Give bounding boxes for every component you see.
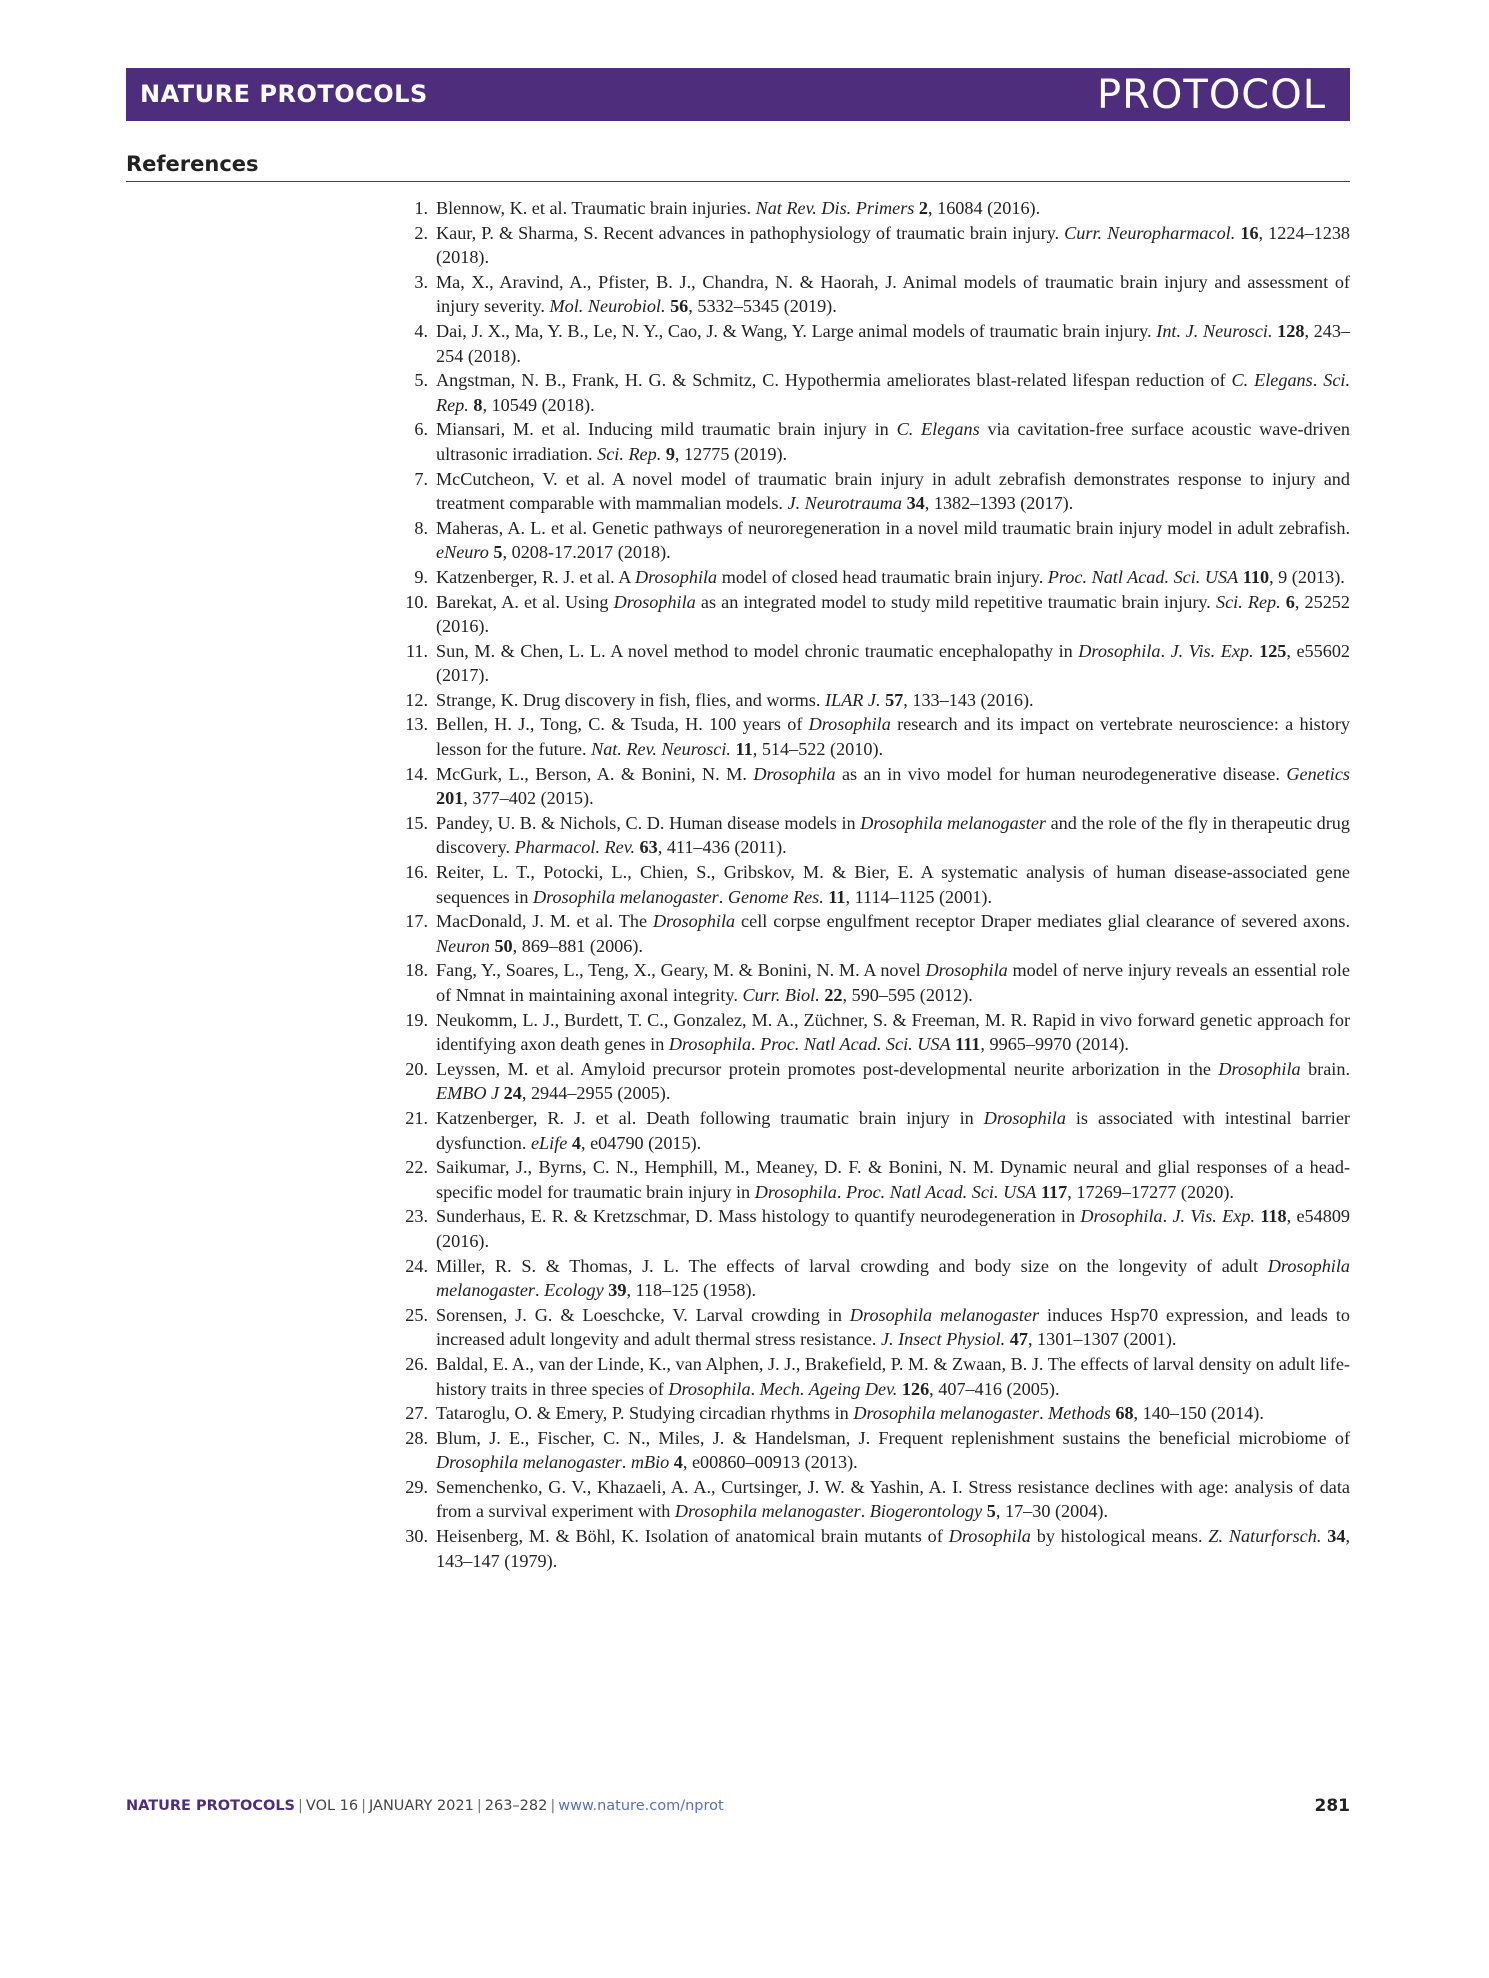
reference-number: 9. <box>414 566 428 587</box>
reference-number: 10. <box>405 591 428 612</box>
reference-text: , 514–522 (2010). <box>752 739 884 760</box>
references-divider <box>126 181 1350 182</box>
reference-volume: 34 <box>906 493 925 514</box>
reference-text: , 1382–1393 (2017). <box>924 493 1074 514</box>
reference-italic-text: Drosophila melanogaster <box>853 1403 1040 1424</box>
reference-text: Tataroglu, O. & Emery, P. Studying circadian rhythms in <box>436 1403 854 1424</box>
reference-item <box>392 590 1350 639</box>
reference-text: Sun, M. & Chen, L. L. A novel method to model chronic traumatic encephalopathy in <box>436 640 1079 661</box>
reference-text: model of nerve injury reveals an essential role of Nmnat in maintaining axonal integrity. <box>436 960 1351 1005</box>
reference-italic-text: Drosophila <box>983 1107 1066 1128</box>
reference-number: 20. <box>405 1058 428 1079</box>
reference-text: , 25252 (2016). <box>436 591 1350 637</box>
reference-item <box>392 1303 1350 1352</box>
reference-text: Miller, R. S. & Thomas, J. L. The effects of larval crowding and body size on the longevity of adult <box>436 1255 1268 1276</box>
reference-text: , 10549 (2018). <box>482 394 595 415</box>
reference-number: 18. <box>405 960 428 981</box>
reference-number: 16. <box>405 862 428 883</box>
reference-italic-text: J. Insect Physiol. <box>880 1329 1006 1350</box>
reference-italic-text: EMBO J <box>436 1083 500 1104</box>
reference-italic-text: Drosophila melanogaster <box>849 1304 1040 1325</box>
reference-italic-text: Int. J. Neurosci. <box>1156 320 1273 341</box>
reference-volume: 39 <box>608 1280 627 1301</box>
reference-text: Barekat, A. et al. Using <box>436 591 614 612</box>
reference-text: , 2944–2955 (2005). <box>521 1083 671 1104</box>
reference-text: , 16084 (2016). <box>928 198 1041 218</box>
reference-volume: 111 <box>955 1034 981 1055</box>
footer-journal: NATURE PROTOCOLS <box>126 1798 296 1814</box>
reference-text: Reiter, L. T., Potocki, L., Chien, S., Gribskov, M. & Bier, E. A systematic analysis of human disease-associated gene sequences in <box>436 862 1350 907</box>
reference-italic-text: Drosophila melanogaster <box>436 1255 1350 1301</box>
reference-number: 13. <box>405 714 428 735</box>
reference-text: as an integrated model to study mild repetitive traumatic brain injury. <box>695 591 1216 612</box>
reference-text: , e54809 (2016). <box>436 1206 1351 1251</box>
reference-text: as an in vivo model for human neurodegenerative disease. <box>835 763 1287 784</box>
reference-text: . <box>750 1378 760 1399</box>
reference-italic-text: Proc. Natl Acad. Sci. USA <box>845 1181 1037 1202</box>
reference-text: . <box>836 1181 846 1202</box>
reference-italic-text: Nat. Rev. Neurosci. <box>591 739 731 760</box>
reference-text: brain. <box>1300 1058 1350 1079</box>
reference-volume: 50 <box>494 935 513 956</box>
reference-text: Baldal, E. A., van der Linde, K., van Alphen, J. J., Brakefield, P. M. & Zwaan, B. J. The effects of larval density on adult life-history traits in three species of <box>436 1353 1350 1399</box>
reference-number: 4. <box>414 320 428 341</box>
reference-volume: 11 <box>735 739 753 760</box>
reference-italic-text: C. Elegans <box>1231 370 1313 391</box>
reference-number: 25. <box>405 1304 428 1325</box>
reference-volume: 57 <box>885 689 904 710</box>
reference-text: . <box>860 1501 870 1522</box>
reference-text: . <box>718 886 728 907</box>
reference-item <box>392 196 1350 221</box>
reference-text: . <box>1039 1403 1049 1424</box>
reference-text: Sorensen, J. G. & Loeschcke, V. Larval crowding in <box>436 1304 850 1325</box>
reference-text: , 0208-17.2017 (2018). <box>502 542 671 563</box>
reference-item <box>392 1254 1350 1303</box>
reference-text: , 407–416 (2005). <box>929 1378 1060 1399</box>
reference-italic-text: Drosophila melanogaster <box>436 1452 622 1473</box>
reference-number: 11. <box>405 640 428 661</box>
reference-item <box>392 1057 1350 1106</box>
reference-item <box>392 368 1350 417</box>
reference-text: by histological means. <box>1030 1526 1209 1547</box>
reference-italic-text: Proc. Natl Acad. Sci. USA <box>1047 566 1239 587</box>
reference-text: , 118–125 (1958). <box>626 1280 757 1301</box>
reference-italic-text: Biogerontology <box>869 1501 983 1522</box>
reference-number: 7. <box>414 468 428 489</box>
journal-name: NATURE PROTOCOLS <box>140 80 428 108</box>
reference-volume: 16 <box>1240 222 1259 243</box>
reference-number: 6. <box>414 419 428 440</box>
reference-italic-text: Genetics <box>1286 763 1351 784</box>
reference-item <box>392 1155 1350 1204</box>
reference-italic-text: J. Neurotrauma <box>787 493 903 514</box>
reference-item <box>392 516 1350 565</box>
footer-separator: | <box>298 1798 303 1814</box>
reference-text: , 9 (2013). <box>1269 566 1345 587</box>
reference-italic-text: Nat Rev. Dis. Primers <box>755 198 915 218</box>
article-type: PROTOCOL <box>1096 72 1326 118</box>
reference-volume: 201 <box>436 788 464 809</box>
reference-number: 21. <box>405 1107 428 1128</box>
reference-volume: 56 <box>670 296 689 317</box>
reference-number: 24. <box>405 1255 428 1276</box>
reference-item <box>392 1426 1350 1475</box>
reference-italic-text: J. Vis. Exp. <box>1172 1206 1255 1227</box>
reference-volume: 8 <box>473 394 483 415</box>
reference-italic-text: Drosophila melanogaster <box>860 812 1047 833</box>
reference-italic-text: Drosophila <box>1080 1206 1163 1227</box>
reference-volume: 4 <box>571 1132 581 1153</box>
reference-text: , 17269–17277 (2020). <box>1067 1181 1234 1202</box>
reference-italic-text: Drosophila <box>754 1181 837 1202</box>
reference-text: induces Hsp70 expression, and leads to increased adult longevity and adult thermal stress resistance. <box>436 1304 1350 1350</box>
reference-text: , 9965–9970 (2014). <box>980 1034 1129 1055</box>
reference-italic-text: Drosophila melanogaster <box>532 886 719 907</box>
reference-italic-text: Drosophila melanogaster <box>674 1501 861 1522</box>
reference-volume: 128 <box>1277 320 1305 341</box>
reference-text: , 243–254 (2018). <box>436 320 1351 366</box>
reference-text: , 133–143 (2016). <box>903 689 1034 710</box>
reference-text: Leyssen, M. et al. Amyloid precursor protein promotes post-developmental neurite arborization in the <box>436 1058 1219 1079</box>
reference-text: Bellen, H. J., Tong, C. & Tsuda, H. 100 years of <box>436 714 809 735</box>
reference-text: , e04790 (2015). <box>581 1132 702 1153</box>
reference-text: . <box>621 1452 631 1473</box>
reference-text: Maheras, A. L. et al. Genetic pathways of neuroregeneration in a novel mild traumatic brain injury model in adult zebrafish. <box>436 517 1350 538</box>
reference-volume: 9 <box>665 443 675 464</box>
reference-item <box>392 712 1350 761</box>
reference-number: 8. <box>414 517 428 538</box>
reference-number: 1. <box>414 198 428 218</box>
reference-text: cell corpse engulfment receptor Draper mediates glial clearance of severed axons. <box>735 911 1350 932</box>
reference-volume: 63 <box>639 837 658 858</box>
reference-italic-text: Z. Naturforsch. <box>1208 1526 1322 1547</box>
reference-item <box>392 1475 1350 1524</box>
reference-number: 17. <box>405 911 428 932</box>
reference-item <box>392 565 1350 590</box>
reference-number: 12. <box>405 689 428 710</box>
reference-volume: 5 <box>493 542 503 563</box>
reference-text: Sunderhaus, E. R. & Kretzschmar, D. Mass histology to quantify neurodegeneration in <box>436 1206 1081 1227</box>
reference-italic-text: ILAR J. <box>824 689 881 710</box>
reference-italic-text: Drosophila <box>808 714 891 735</box>
footer-separator: | <box>361 1798 367 1814</box>
footer-separator: | <box>476 1798 482 1814</box>
footer-url-link[interactable]: www.nature.com/nprot <box>558 1798 724 1814</box>
reference-text: Pandey, U. B. & Nichols, C. D. Human disease models in <box>436 812 861 833</box>
reference-italic-text: Drosophila <box>753 763 836 784</box>
reference-italic-text: Curr. Neuropharmacol. <box>1064 222 1236 243</box>
reference-volume: 22 <box>824 985 843 1005</box>
reference-volume: 2 <box>918 198 929 218</box>
reference-text: Fang, Y., Soares, L., Teng, X., Geary, M. & Bonini, N. M. A novel <box>436 960 926 981</box>
reference-text: , 411–436 (2011). <box>657 837 787 858</box>
reference-text: , e00860–00913 (2013). <box>682 1452 858 1473</box>
reference-number: 5. <box>414 370 428 391</box>
reference-text: Blennow, K. et al. Traumatic brain injuries. <box>436 198 756 218</box>
reference-item <box>392 319 1350 368</box>
references-list <box>392 196 1350 1573</box>
reference-text: Katzenberger, R. J. et al. A <box>436 566 635 587</box>
reference-italic-text: Methods <box>1048 1403 1111 1424</box>
reference-number: 28. <box>405 1427 428 1448</box>
references-heading: References <box>126 152 259 176</box>
reference-italic-text: Sci. Rep. <box>1215 591 1281 612</box>
reference-text: is associated with intestinal barrier dysfunction. <box>436 1107 1350 1153</box>
reference-italic-text: J. Vis. Exp. <box>1170 640 1254 661</box>
reference-text: Dai, J. X., Ma, Y. B., Le, N. Y., Cao, J. & Wang, Y. Large animal models of traumatic brain injury. <box>436 320 1157 341</box>
reference-text: , e55602 (2017). <box>436 640 1351 686</box>
reference-italic-text: eLife <box>530 1132 568 1153</box>
reference-text: Blum, J. E., Fischer, C. N., Miles, J. & Handelsman, J. Frequent replenishment sustains the beneficial microbiome of <box>436 1427 1350 1448</box>
reference-volume: 126 <box>901 1378 930 1399</box>
reference-text: . <box>535 1280 545 1301</box>
reference-text: , 12775 (2019). <box>674 443 788 464</box>
footer-separator: | <box>550 1798 556 1814</box>
reference-number: 19. <box>405 1009 428 1030</box>
page-number: 281 <box>1314 1796 1350 1816</box>
reference-text: research and its impact on vertebrate neuroscience: a history lesson for the future. <box>436 714 1351 760</box>
reference-item <box>392 860 1350 909</box>
reference-italic-text: Drosophila <box>652 911 736 932</box>
reference-number: 29. <box>405 1476 428 1497</box>
reference-text: , 377–402 (2015). <box>463 788 594 809</box>
reference-italic-text: Neuron <box>436 935 490 956</box>
reference-text: , 1114–1125 (2001). <box>845 886 993 907</box>
reference-text: , 1224–1238 (2018). <box>436 222 1351 268</box>
reference-item <box>392 1008 1350 1057</box>
reference-italic-text: Genome Res. <box>727 886 824 907</box>
reference-italic-text: Drosophila <box>1218 1058 1301 1079</box>
reference-volume: 117 <box>1040 1181 1068 1202</box>
reference-italic-text: Sci. Rep. <box>597 443 662 464</box>
reference-text: . <box>1312 370 1324 391</box>
reference-text: Heisenberg, M. & Böhl, K. Isolation of anatomical brain mutants of <box>436 1526 949 1547</box>
reference-number: 15. <box>405 812 428 833</box>
reference-number: 14. <box>405 763 428 784</box>
reference-italic-text: C. Elegans <box>896 419 980 440</box>
reference-text: Saikumar, J., Byrns, C. N., Hemphill, M., Meaney, D. F. & Bonini, N. M. Dynamic neural and glial responses of a head-specific model for traumatic brain injury in <box>436 1157 1350 1202</box>
reference-volume: 47 <box>1009 1329 1028 1350</box>
reference-item <box>392 1106 1350 1155</box>
reference-volume: 24 <box>503 1083 522 1104</box>
reference-text: via cavitation-free surface acoustic wave-driven ultrasonic irradiation. <box>436 419 1350 464</box>
reference-italic-text: Drosophila <box>613 591 696 612</box>
reference-number: 3. <box>414 271 428 292</box>
reference-italic-text: eNeuro <box>436 542 489 563</box>
reference-text: , 869–881 (2006). <box>512 935 643 956</box>
reference-text: Semenchenko, G. V., Khazaeli, A. A., Curtsinger, J. W. & Yashin, A. I. Stress resistance declines with age: analysis of data from a survival experiment with <box>436 1476 1350 1522</box>
reference-item <box>392 909 1350 958</box>
reference-italic-text: Drosophila <box>634 566 718 587</box>
reference-number: 2. <box>414 222 428 243</box>
reference-item <box>392 1204 1350 1253</box>
reference-italic-text: Mech. Ageing Dev. <box>759 1378 898 1399</box>
reference-volume: 125 <box>1259 640 1287 661</box>
reference-item <box>392 639 1350 688</box>
reference-text: Miansari, M. et al. Inducing mild traumatic brain injury in <box>436 419 897 440</box>
reference-text: MacDonald, J. M. et al. The <box>436 911 653 932</box>
reference-number: 26. <box>405 1353 428 1374</box>
reference-italic-text: Drosophila <box>668 1378 751 1399</box>
reference-item <box>392 1352 1350 1401</box>
journal-header-banner <box>126 68 1350 121</box>
reference-text: Kaur, P. & Sharma, S. Recent advances in pathophysiology of traumatic brain injury. <box>436 222 1065 243</box>
reference-number: 22. <box>405 1157 428 1178</box>
reference-number: 30. <box>405 1526 428 1547</box>
reference-text: Katzenberger, R. J. et al. Death following traumatic brain injury in <box>436 1107 984 1128</box>
footer-pages: 263–282 <box>484 1798 548 1814</box>
reference-item <box>392 762 1350 811</box>
reference-text: Ma, X., Aravind, A., Pfister, B. J., Chandra, N. & Haorah, J. Animal models of traumatic brain injury and assessment of injury severity. <box>436 271 1350 317</box>
reference-text: . <box>1162 1206 1173 1227</box>
reference-text: McCutcheon, V. et al. A novel model of traumatic brain injury in adult zebrafish demonstrates response to injury and treatment comparable with mammalian models. <box>436 468 1350 514</box>
reference-volume: 118 <box>1260 1206 1287 1227</box>
reference-italic-text: Drosophila <box>668 1034 752 1055</box>
reference-volume: 11 <box>828 886 846 907</box>
reference-text: model of closed head traumatic brain injury. <box>717 566 1048 587</box>
reference-item <box>392 958 1350 1007</box>
reference-text: Strange, K. Drug discovery in fish, flies, and worms. <box>436 689 825 710</box>
reference-text: McGurk, L., Berson, A. & Bonini, N. M. <box>436 763 754 784</box>
reference-text: and the role of the fly in therapeutic drug discovery. <box>436 812 1350 858</box>
reference-volume: 68 <box>1115 1403 1134 1424</box>
reference-volume: 34 <box>1327 1526 1346 1547</box>
reference-item <box>392 467 1350 516</box>
reference-text: , 140–150 (2014). <box>1133 1403 1264 1424</box>
reference-italic-text: Pharmacol. Rev. <box>514 837 635 858</box>
reference-text: , 590–595 (2012). <box>842 985 973 1005</box>
reference-text: . <box>1160 640 1171 661</box>
reference-item <box>392 811 1350 860</box>
reference-volume: 6 <box>1285 591 1295 612</box>
reference-volume: 4 <box>673 1452 683 1473</box>
reference-italic-text: Drosophila <box>925 960 1008 981</box>
reference-item <box>392 1401 1350 1426</box>
reference-italic-text: Drosophila <box>1078 640 1161 661</box>
reference-number: 23. <box>405 1206 428 1227</box>
reference-text: , 5332–5345 (2019). <box>688 296 837 317</box>
reference-number: 27. <box>405 1403 428 1424</box>
reference-italic-text: mBio <box>630 1452 670 1473</box>
reference-text: , 17–30 (2004). <box>995 1501 1109 1522</box>
reference-volume: 5 <box>986 1501 996 1522</box>
footer-date: JANUARY 2021 <box>369 1798 474 1814</box>
reference-italic-text: Curr. Biol. <box>742 985 820 1005</box>
reference-italic-text: Sci. Rep. <box>436 370 1350 415</box>
reference-italic-text: Proc. Natl Acad. Sci. USA <box>760 1034 951 1055</box>
reference-text: , 143–147 (1979). <box>436 1526 1351 1571</box>
reference-item <box>392 1524 1350 1573</box>
reference-item <box>392 688 1350 713</box>
footer-volume: VOL 16 <box>305 1798 359 1814</box>
reference-italic-text: Mol. Neurobiol. <box>549 296 666 317</box>
reference-item <box>392 270 1350 319</box>
page-footer <box>126 1798 1350 1814</box>
reference-text: Neukomm, L. J., Burdett, T. C., Gonzalez, M. A., Züchner, S. & Freeman, M. R. Rapid in vivo forward genetic approach for identifying axon death genes in <box>436 1009 1350 1055</box>
reference-italic-text: Ecology <box>544 1280 604 1301</box>
reference-item <box>392 221 1350 270</box>
reference-text: , 1301–1307 (2001). <box>1027 1329 1177 1350</box>
reference-item <box>392 417 1350 466</box>
reference-text: . <box>751 1034 761 1055</box>
reference-text: Angstman, N. B., Frank, H. G. & Schmitz, C. Hypothermia ameliorates blast-related lifespan reduction of <box>436 370 1232 391</box>
reference-italic-text: Drosophila <box>948 1526 1031 1547</box>
reference-volume: 110 <box>1242 566 1270 587</box>
